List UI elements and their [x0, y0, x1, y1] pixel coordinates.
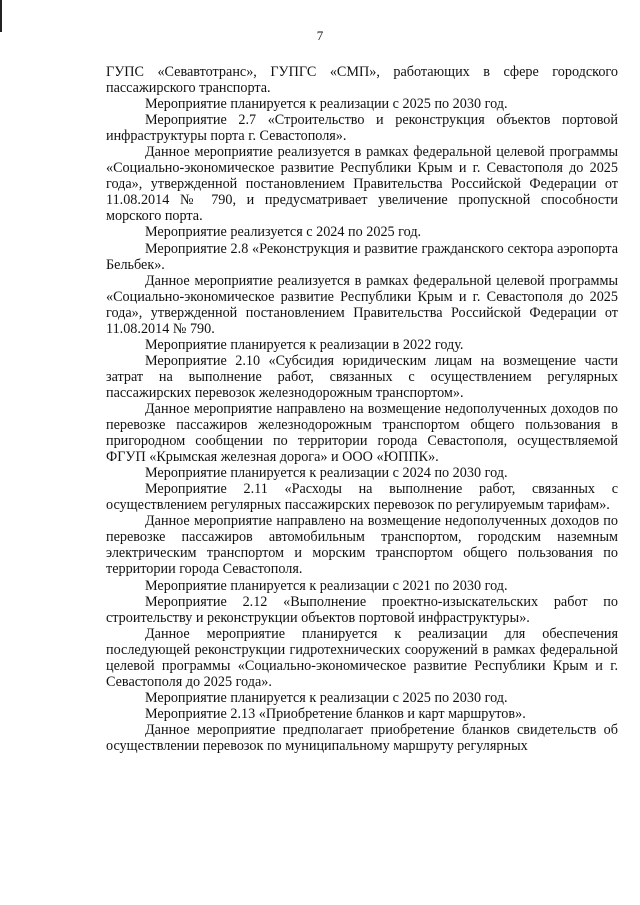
paragraph: Мероприятие 2.7 «Строительство и реконструкция объектов портовой инфраструктуры порта г. Севастополя».: [106, 112, 618, 145]
paragraph: Мероприятие 2.13 «Приобретение бланков и карт маршрутов».: [145, 705, 526, 722]
document-body: [106, 64, 618, 754]
paragraph: Мероприятие планируется к реализации с 2025 по 2030 год.: [145, 96, 508, 113]
paragraph: Мероприятие планируется к реализации с 2024 по 2030 год.: [145, 465, 508, 482]
paragraph: Мероприятие планируется к реализации в 2022 году.: [145, 336, 464, 353]
paragraph: Данное мероприятие направлено на возмещение недополученных доходов по перевозке пассажиров железнодорожным транспортом общего пользования в пригородном сообщении по территории города Севастополя, осуществляемой ФГУП «Крымская железная дорога» и ООО «ЮППК».: [106, 400, 618, 466]
paragraph: Данное мероприятие реализуется в рамках федеральной целевой программы «Социально-экономическое развитие Республики Крым и г. Севастополя до 2025 года», утвержденной постановлением Правительства Российской Федерации от 11.08.2014 № 790.: [106, 272, 618, 337]
paragraph: Мероприятие планируется к реализации с 2025 по 2030 год.: [145, 689, 508, 706]
paragraph: Мероприятие 2.10 «Субсидия юридическим лицам на возмещение части затрат на выполнение работ, связанных с осуществлением регулярных пассажирских перевозок железнодорожным транспортом».: [106, 352, 618, 401]
paragraph: Данное мероприятие направлено на возмещение недополученных доходов по перевозке пассажиров автомобильным транспортом, городским наземным электрическим транспортом и морским транспортом общего пользования по территории города Севастополя.: [106, 513, 618, 578]
paragraph: ГУПС «Севавтотранс», ГУПГС «СМП», работающих в сфере городского пассажирского транспорта.: [106, 64, 618, 97]
paragraph: Данное мероприятие планируется к реализации для обеспечения последующей реконструкции гидротехнических сооружений в рамках федеральной целевой программы «Социально-экономическое развитие Республики Крым и г. Севастополя до 2025 года».: [106, 625, 618, 690]
paragraph: Мероприятие 2.11 «Расходы на выполнение работ, связанных с осуществлением регулярных пассажирских перевозок по регулируемым тарифам».: [106, 481, 618, 514]
paragraph: Данное мероприятие предполагает приобретение бланков свидетельств об осуществлении перевозок по муниципальному маршруту регулярных: [106, 721, 618, 754]
paragraph: Мероприятие 2.12 «Выполнение проектно-изыскательских работ по строительству и реконструкции объектов портовой инфраструктуры».: [106, 593, 618, 626]
paragraph: Данное мероприятие реализуется в рамках федеральной целевой программы «Социально-экономическое развитие Республики Крым и г. Севастополя до 2025 года», утвержденной постановлением Правительства Российской Федерации от 11.08.2014 № 790, и предусматривает увеличение пропускной способности морского порта.: [106, 144, 618, 225]
paragraph: Мероприятие планируется к реализации с 2021 по 2030 год.: [145, 577, 508, 594]
paragraph: Мероприятие 2.8 «Реконструкция и развитие гражданского сектора аэропорта Бельбек».: [106, 240, 618, 273]
paragraph: Мероприятие реализуется с 2024 по 2025 год.: [145, 224, 422, 241]
page-number: 7: [316, 28, 324, 43]
